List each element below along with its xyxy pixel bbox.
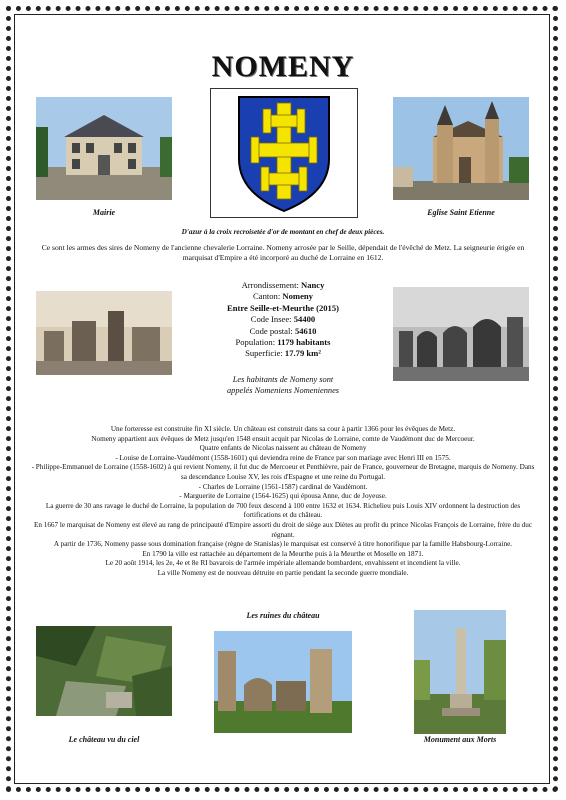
superficie-value: 17.79 km² [284, 348, 321, 359]
commune-info [200, 280, 366, 360]
history-line: - Marguerite de Lorraine (1564-1625) qui épousa Anne, duc de Joyeuse. [179, 492, 387, 501]
eglise-photo [393, 97, 529, 200]
history-line: Le 20 août 1914, les 2e, 4e et 8e RI bavarois de l'armée impériale allemande bombardent, envahissent et incendient la ville. [105, 559, 461, 568]
history-line: La ville Nomeny est de nouveau détruite en partie pendant la seconde guerre mondiale. [157, 568, 409, 577]
canton-value: Nomeny [282, 291, 313, 302]
intro-paragraph: Ce sont les armes des sires de Nomeny de l'ancienne chevalerie Lorraine. Nomeny arrosée par le Seille, dépendait de l'évêché de Metz. La seigneurie érigée en marquisat d'Empire a été incorporé au duché de Lorraine en 1612. [41, 243, 525, 262]
history-line: - Charles de Lorraine (1561-1587) cardinal de Vaudémont. [198, 482, 368, 491]
history-line: - Philippe-Emmanuel de Lorraine (1558-1602) à qui revient Nomeny, il fut duc de Mercoeur et Penthièvre, pair de France, gouverneur de Bretagne, marquis de Nomeny. Dans sa descendance Louise XV, les rois d'Espagne et une reine du Portugal. [31, 463, 535, 481]
page-title: NOMENY [211, 50, 355, 83]
coat-of-arms [210, 88, 358, 218]
chateau-aerial-photo [36, 626, 172, 716]
history-text [28, 425, 538, 579]
history-line: - Louise de Lorraine-Vaudémont (1558-1601) qui deviendra reine de France par son mariage avec Henri III en 1575. [115, 453, 451, 462]
history-line: Nomeny appartient aux évêques de Metz jusqu'en 1548 ensuit acquit par Nicolas de Lorraine, comte de Vaudémont duc de Mercoeur. [91, 434, 475, 443]
population-value: 1179 habitants [277, 337, 331, 348]
mairie-photo [36, 97, 172, 200]
superficie-row [200, 348, 366, 359]
arrondissement-row [200, 280, 366, 291]
canton-row [200, 291, 366, 302]
monument-photo [414, 610, 506, 734]
entre-row [200, 303, 366, 314]
postal-label: Code postal: [249, 325, 293, 336]
ciel-caption: Le château vu du ciel [68, 735, 140, 744]
insee-value: 54400 [293, 314, 316, 325]
postal-value: 54610 [294, 325, 317, 336]
population-label: Population: [235, 337, 276, 348]
mairie-caption: Mairie [92, 208, 116, 217]
ruins-postcard-left [36, 291, 172, 375]
blason-description: D'azur à la croix recroisetée d'or de montant en chef de deux pièces. [181, 228, 385, 236]
history-line: A partir de 1736, Nomeny passe sous domination française (règne de Stanislas) le marquisat est conservé à titre honorifique par la famille Habsbourg-Lorraine. [53, 540, 513, 549]
monument-caption: Monument aux Morts [423, 735, 497, 744]
ruins-postcard-right [393, 287, 529, 381]
superficie-label: Superficie: [245, 348, 283, 359]
history-line: En 1790 la ville est rattachée au département de la Meurthe puis à la Meurthe et Moselle en 1871. [142, 549, 424, 558]
insee-row [200, 314, 366, 325]
history-line: La guerre de 30 ans ravage le duché de Lorraine, la population de 700 feux descend à 100 entre 1632 et 1634. Richelieu puis Louis XIV ordonnent la destruction des fortifications et du château. [45, 501, 521, 520]
arrondissement-label: Arrondissement: [241, 280, 299, 290]
ruines-caption: Les ruines du château [246, 611, 320, 620]
arrondissement-value: Nancy [301, 280, 325, 290]
history-line: Quatre enfants de Nicolas naissent au château de Nomeny [199, 444, 367, 453]
insee-label: Code Insee: [250, 314, 292, 325]
postal-row [200, 326, 366, 337]
shield-icon [211, 89, 357, 217]
canton-label: Canton: [253, 291, 281, 302]
ruines-photo [214, 631, 352, 733]
habitants-text: Les habitants de Nomeny sont appelés Nomeniens Nomeniennes [226, 375, 340, 395]
history-line: Une forteresse est construite fin XI siècle. Un château est construit dans sa cour à partir 1366 pour les évêques de Metz. [110, 425, 456, 433]
entre-value: Entre Seille-et-Meurthe (2015) [227, 302, 339, 313]
history-line: En 1667 le marquisat de Nomeny est élevé au rang de principauté d'Empire assorti du droit de siège aux Diètes au profit du prince Nicolas François de Lorraine, frère du duc régnant. [33, 520, 533, 539]
population-row [200, 337, 366, 348]
eglise-caption: Eglise Saint Etienne [427, 208, 495, 217]
